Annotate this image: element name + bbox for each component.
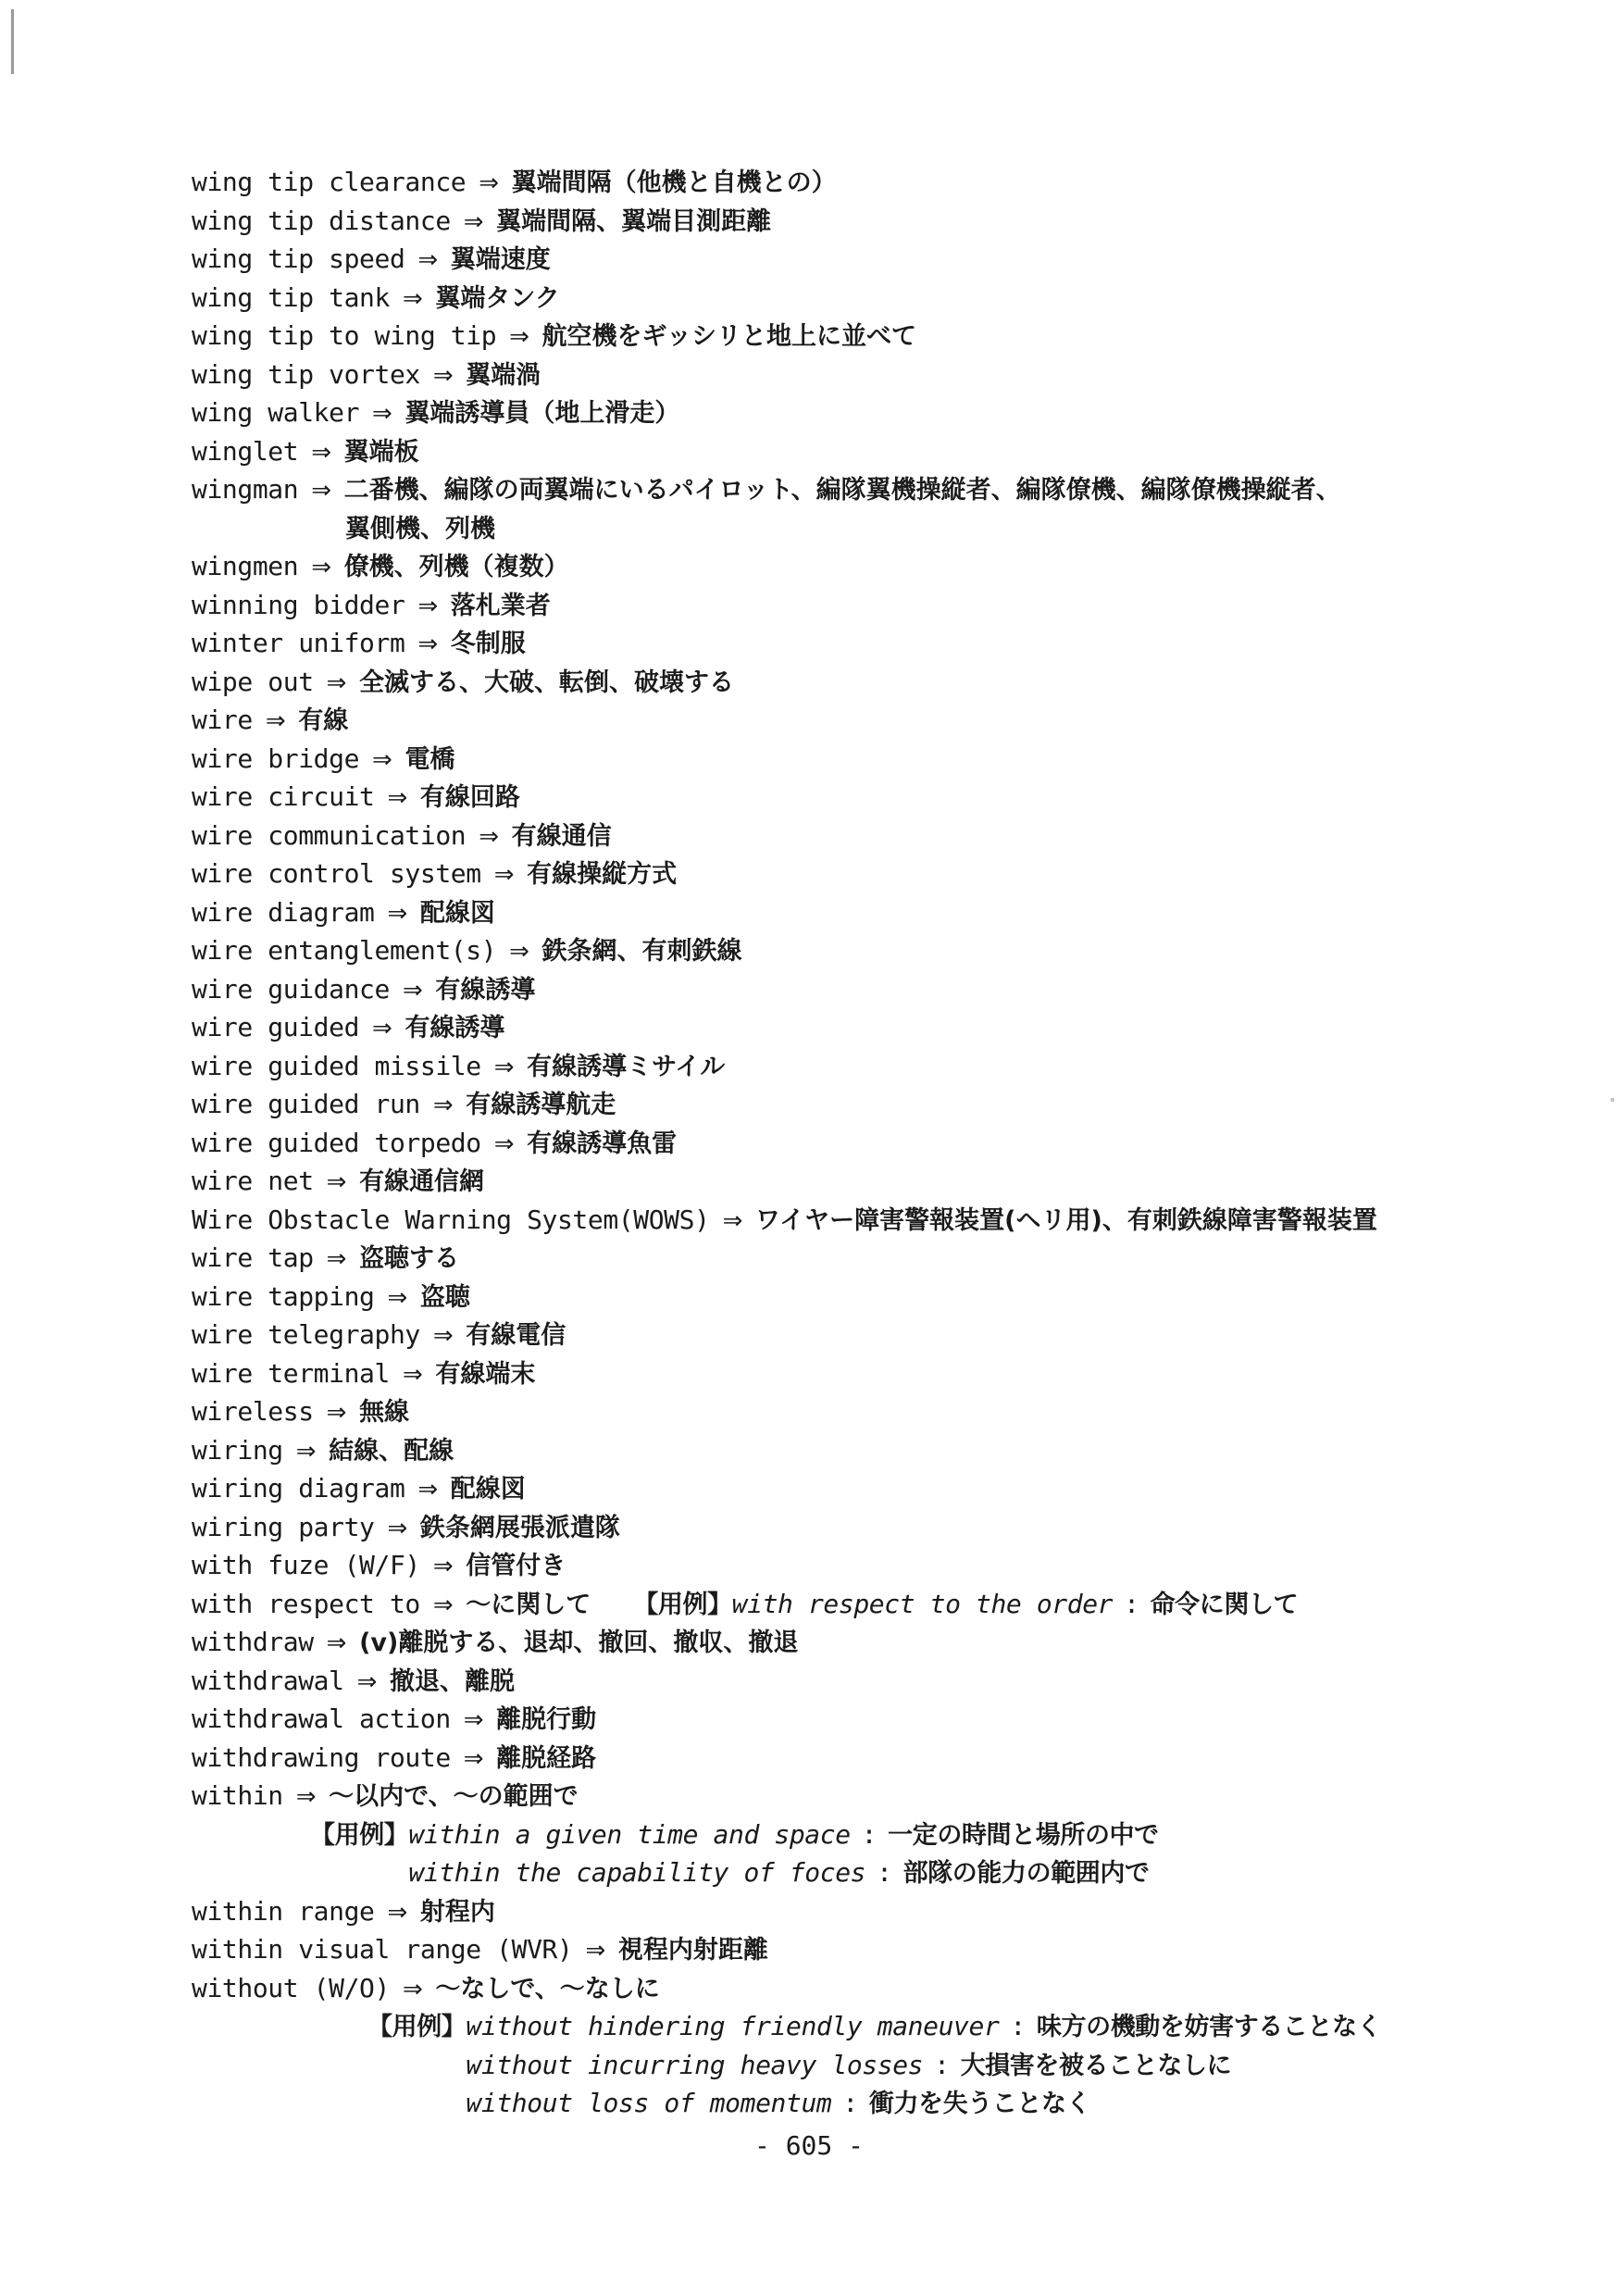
example-english: without hindering friendly maneuver bbox=[466, 2011, 1000, 2041]
entry-translation-continued: 翼側機、列機 bbox=[345, 514, 495, 543]
glossary-entry bbox=[192, 1969, 1525, 2008]
entry-term: wingmen bbox=[192, 551, 299, 581]
glossary-entry bbox=[192, 1392, 1525, 1431]
entry-term: wiring diagram bbox=[192, 1473, 405, 1504]
entry-translation: 配線図 bbox=[419, 898, 495, 928]
glossary-entry bbox=[192, 1585, 1525, 1624]
entry-continuation bbox=[192, 509, 1525, 548]
example-separator: : bbox=[934, 2049, 950, 2080]
arrow-icon: ⇒ bbox=[585, 1937, 605, 1965]
entry-translation: ～に関して bbox=[466, 1590, 591, 1619]
entry-translation: 盗聴する bbox=[359, 1244, 460, 1273]
arrow-icon: ⇒ bbox=[417, 630, 438, 658]
entry-translation: 航空機をギッシリと地上に並べて bbox=[541, 322, 917, 351]
entry-translation: 翼端速度 bbox=[450, 245, 551, 274]
entry-translation: ワイヤー障害警報装置(ヘリ用)、有刺鉄線障害警報装置 bbox=[754, 1205, 1377, 1235]
glossary-entry bbox=[192, 279, 1525, 318]
arrow-icon: ⇒ bbox=[387, 1283, 407, 1312]
arrow-icon: ⇒ bbox=[387, 784, 407, 812]
glossary-entry bbox=[192, 1008, 1525, 1047]
entry-translation: 視程内射距離 bbox=[617, 1936, 768, 1965]
example-japanese: 部隊の能力の範囲内で bbox=[902, 1859, 1150, 1888]
entry-translation: (v)離脱する、退却、撤回、撤収、撤退 bbox=[359, 1628, 799, 1657]
arrow-icon: ⇒ bbox=[509, 938, 529, 966]
arrow-icon: ⇒ bbox=[722, 1206, 742, 1235]
glossary-entry bbox=[192, 1278, 1525, 1316]
glossary-entry bbox=[192, 240, 1525, 279]
entry-translation: 有線誘導 bbox=[404, 1014, 505, 1042]
arrow-icon: ⇒ bbox=[509, 323, 529, 351]
glossary-entry bbox=[192, 586, 1525, 625]
entry-term: wing tip tank bbox=[192, 281, 390, 313]
entry-translation: 有線通信網 bbox=[359, 1167, 485, 1196]
entry-term: wiring bbox=[192, 1434, 283, 1466]
entry-term: Wire Obstacle Warning System(WOWS) bbox=[192, 1204, 710, 1235]
arrow-icon: ⇒ bbox=[479, 169, 499, 197]
entry-term: winning bidder bbox=[192, 589, 405, 620]
entry-term: with fuze (W/F) bbox=[192, 1550, 420, 1580]
arrow-icon: ⇒ bbox=[493, 861, 515, 889]
entry-translation: 離脱経路 bbox=[496, 1743, 597, 1773]
arrow-icon: ⇒ bbox=[463, 1744, 484, 1773]
entry-translation: 落札業者 bbox=[450, 591, 551, 620]
arrow-icon: ⇒ bbox=[432, 1591, 454, 1619]
arrow-icon: ⇒ bbox=[417, 1476, 438, 1504]
entry-term: wing tip speed bbox=[192, 243, 405, 274]
glossary-entry bbox=[192, 547, 1525, 586]
entry-translation: 有線電信 bbox=[466, 1321, 566, 1350]
entry-term: withdraw bbox=[192, 1627, 314, 1657]
entry-term: wire tapping bbox=[192, 1280, 375, 1312]
example-english: within a given time and space bbox=[408, 1818, 851, 1850]
entry-term: within bbox=[192, 1780, 283, 1811]
glossary-entry bbox=[192, 663, 1525, 702]
arrow-icon: ⇒ bbox=[387, 899, 407, 928]
entry-translation: 有線誘導 bbox=[435, 975, 536, 1004]
arrow-icon: ⇒ bbox=[402, 1975, 423, 2003]
arrow-icon: ⇒ bbox=[265, 707, 286, 735]
example-row bbox=[192, 2007, 1525, 2046]
entry-translation: ～以内で、～の範囲で bbox=[329, 1782, 579, 1811]
entry-term: wire guided missile bbox=[192, 1050, 481, 1081]
arrow-icon: ⇒ bbox=[372, 745, 392, 774]
entry-term: withdrawal bbox=[192, 1665, 344, 1696]
entry-term: wire diagram bbox=[192, 896, 375, 928]
arrow-icon: ⇒ bbox=[295, 1783, 317, 1811]
example-separator: : bbox=[842, 2088, 858, 2118]
entry-term: wire tap bbox=[192, 1242, 314, 1273]
entry-term: wire guidance bbox=[192, 973, 390, 1004]
entry-translation: 鉄条網、有刺鉄線 bbox=[541, 937, 742, 966]
entry-translation: 電橋 bbox=[404, 744, 455, 774]
entry-term: wire bridge bbox=[192, 742, 360, 774]
glossary-entry bbox=[192, 1239, 1525, 1278]
arrow-icon: ⇒ bbox=[372, 1015, 392, 1042]
glossary-entry bbox=[192, 1508, 1525, 1547]
entry-term: wing tip vortex bbox=[192, 358, 420, 390]
example-row bbox=[192, 1853, 1525, 1892]
arrow-icon: ⇒ bbox=[387, 1514, 407, 1542]
arrow-icon: ⇒ bbox=[463, 207, 484, 236]
entry-translation: 冬制服 bbox=[450, 630, 526, 658]
arrow-icon: ⇒ bbox=[432, 1092, 454, 1119]
entry-term: wing tip to wing tip bbox=[192, 320, 497, 351]
entry-translation: 離脱行動 bbox=[496, 1705, 597, 1734]
entry-term: wire bbox=[192, 705, 253, 735]
entry-term: wing walker bbox=[192, 397, 360, 428]
entry-translation: 無線 bbox=[359, 1398, 410, 1427]
glossary-entry bbox=[192, 931, 1525, 970]
entry-term: with respect to bbox=[192, 1588, 420, 1619]
arrow-icon: ⇒ bbox=[432, 1553, 454, 1580]
example-japanese: 命令に関して bbox=[1150, 1590, 1299, 1619]
entry-term: wire guided torpedo bbox=[192, 1127, 481, 1158]
example-japanese: 大損害を被ることなしに bbox=[960, 2051, 1232, 2080]
arrow-icon: ⇒ bbox=[402, 1360, 423, 1389]
glossary-entry bbox=[192, 1662, 1525, 1701]
glossary-entry bbox=[192, 163, 1525, 202]
example-separator: : bbox=[861, 1818, 877, 1850]
glossary-entry bbox=[192, 1739, 1525, 1778]
entry-translation: 二番機、編隊の両翼端にいるパイロット、編隊翼機操縦者、編隊僚機、編隊僚機操縦者、 bbox=[343, 476, 1341, 505]
entry-term: wipe out bbox=[192, 666, 314, 697]
example-label: 【用例】 bbox=[633, 1590, 732, 1619]
example-label: 【用例】 bbox=[310, 1820, 409, 1850]
entry-translation: 翼端誘導員（地上滑走） bbox=[404, 399, 680, 428]
example-row bbox=[192, 2084, 1525, 2123]
glossary-entry bbox=[192, 470, 1525, 509]
arrow-icon: ⇒ bbox=[326, 1245, 347, 1273]
entry-translation: 鉄条網展張派遣隊 bbox=[419, 1513, 620, 1542]
entry-term: wire entanglement(s) bbox=[192, 935, 497, 966]
entry-translation: 翼端間隔（他機と自機との） bbox=[511, 168, 837, 197]
example-japanese: 衝力を失うことなく bbox=[868, 2090, 1091, 2118]
example-row bbox=[192, 1816, 1525, 1854]
entry-translation: 全滅する、大破、転倒、破壊する bbox=[359, 668, 735, 697]
arrow-icon: ⇒ bbox=[402, 284, 423, 313]
arrow-icon: ⇒ bbox=[432, 1322, 454, 1350]
arrow-icon: ⇒ bbox=[417, 246, 438, 274]
glossary-entry bbox=[192, 970, 1525, 1009]
example-english: within the capability of foces bbox=[408, 1857, 866, 1888]
entry-translation: 結線、配線 bbox=[329, 1436, 454, 1466]
entry-translation: 有線 bbox=[298, 706, 349, 735]
glossary-entry bbox=[192, 317, 1525, 356]
entry-translation: 有線誘導魚雷 bbox=[527, 1129, 678, 1158]
entry-translation: 有線通信 bbox=[511, 821, 612, 851]
glossary-entry bbox=[192, 701, 1525, 740]
example-row bbox=[192, 2046, 1525, 2085]
entry-translation: 翼端板 bbox=[343, 437, 419, 467]
glossary-entry bbox=[192, 432, 1525, 471]
entry-term: wire terminal bbox=[192, 1357, 390, 1389]
glossary-entry bbox=[192, 624, 1525, 663]
arrow-icon: ⇒ bbox=[311, 438, 331, 467]
glossary-entry bbox=[192, 1162, 1525, 1201]
example-label: 【用例】 bbox=[367, 2013, 467, 2041]
example-separator: : bbox=[877, 1857, 892, 1888]
arrow-icon: ⇒ bbox=[311, 554, 331, 581]
glossary-entry bbox=[192, 1700, 1525, 1739]
arrow-icon: ⇒ bbox=[387, 1898, 407, 1927]
glossary-entry bbox=[192, 1892, 1525, 1931]
glossary-entry bbox=[192, 393, 1525, 432]
arrow-icon: ⇒ bbox=[417, 592, 438, 620]
entry-translation: ～なしで、～なしに bbox=[435, 1974, 660, 2003]
glossary-entry bbox=[192, 356, 1525, 394]
glossary-entry bbox=[192, 740, 1525, 779]
glossary-entries bbox=[192, 163, 1525, 2123]
glossary-entry bbox=[192, 1085, 1525, 1124]
scan-speck bbox=[1611, 1098, 1614, 1102]
entry-term: wing tip distance bbox=[192, 205, 451, 236]
glossary-entry bbox=[192, 1047, 1525, 1086]
arrow-icon: ⇒ bbox=[326, 1399, 347, 1427]
glossary-entry bbox=[192, 1201, 1525, 1240]
example-separator: : bbox=[1010, 2011, 1026, 2041]
entry-translation: 有線端末 bbox=[435, 1359, 536, 1389]
glossary-entry bbox=[192, 1431, 1525, 1470]
page-number: - 605 - bbox=[753, 2130, 864, 2161]
entry-term: withdrawing route bbox=[192, 1741, 451, 1773]
example-separator: : bbox=[1124, 1588, 1139, 1619]
glossary-entry bbox=[192, 778, 1525, 817]
arrow-icon: ⇒ bbox=[479, 822, 499, 851]
glossary-entry bbox=[192, 855, 1525, 893]
entry-translation: 僚機、列機（複数） bbox=[343, 553, 569, 581]
entry-translation: 射程内 bbox=[419, 1897, 495, 1927]
entry-term: wiring party bbox=[192, 1511, 375, 1542]
entry-translation: 有線操縦方式 bbox=[527, 860, 678, 889]
entry-translation: 撤退、離脱 bbox=[389, 1666, 515, 1696]
entry-term: wire net bbox=[192, 1166, 314, 1196]
entry-translation: 有線誘導ミサイル bbox=[527, 1052, 726, 1081]
arrow-icon: ⇒ bbox=[326, 668, 347, 697]
arrow-icon: ⇒ bbox=[493, 1129, 515, 1158]
glossary-entry bbox=[192, 817, 1525, 855]
example-english: with respect to the order bbox=[731, 1588, 1114, 1619]
glossary-entry bbox=[192, 1316, 1525, 1354]
entry-translation: 盗聴 bbox=[419, 1282, 470, 1312]
example-japanese: 味方の機動を妨害することなく bbox=[1036, 2013, 1382, 2041]
arrow-icon: ⇒ bbox=[493, 1053, 515, 1081]
glossary-entry bbox=[192, 1777, 1525, 1816]
entry-translation: 信管付き bbox=[466, 1552, 566, 1580]
example-japanese: 一定の時間と場所の中で bbox=[888, 1820, 1159, 1850]
entry-term: wingman bbox=[192, 474, 299, 505]
entry-term: wire guided bbox=[192, 1012, 360, 1042]
entry-term: wing tip clearance bbox=[192, 167, 467, 197]
arrow-icon: ⇒ bbox=[463, 1706, 484, 1734]
inline-example bbox=[633, 1589, 1298, 1619]
entry-translation: 有線誘導航走 bbox=[466, 1091, 616, 1119]
glossary-entry bbox=[192, 1623, 1525, 1662]
entry-term: within range bbox=[192, 1895, 375, 1927]
arrow-icon: ⇒ bbox=[432, 361, 454, 390]
example-english: without incurring heavy losses bbox=[466, 2049, 924, 2080]
glossary-entry bbox=[192, 1469, 1525, 1508]
entry-translation: 翼端タンク bbox=[435, 283, 560, 313]
glossary-entry bbox=[192, 1546, 1525, 1585]
entry-term: wireless bbox=[192, 1396, 314, 1427]
entry-term: wire communication bbox=[192, 819, 467, 851]
arrow-icon: ⇒ bbox=[372, 400, 392, 428]
arrow-icon: ⇒ bbox=[326, 1629, 347, 1657]
entry-term: winter uniform bbox=[192, 628, 405, 658]
glossary-entry bbox=[192, 1354, 1525, 1393]
entry-translation: 有線回路 bbox=[419, 783, 520, 812]
entry-term: without (W/O) bbox=[192, 1972, 390, 2003]
entry-translation: 翼端渦 bbox=[466, 360, 541, 390]
entry-translation: 配線図 bbox=[450, 1475, 526, 1504]
entry-term: wire telegraphy bbox=[192, 1319, 420, 1350]
entry-translation: 翼端間隔、翼端目測距離 bbox=[496, 206, 772, 236]
arrow-icon: ⇒ bbox=[295, 1437, 317, 1466]
entry-term: within visual range (WVR) bbox=[192, 1934, 573, 1965]
entry-term: wire circuit bbox=[192, 781, 375, 812]
glossary-entry bbox=[192, 893, 1525, 932]
arrow-icon: ⇒ bbox=[356, 1667, 377, 1696]
glossary-entry bbox=[192, 202, 1525, 241]
example-english: without loss of momentum bbox=[466, 2088, 832, 2118]
scan-edge-mark bbox=[11, 9, 14, 74]
entry-term: wire control system bbox=[192, 858, 481, 889]
entry-term: withdrawal action bbox=[192, 1703, 451, 1734]
glossary-entry bbox=[192, 1930, 1525, 1969]
glossary-entry bbox=[192, 1124, 1525, 1163]
arrow-icon: ⇒ bbox=[311, 477, 331, 505]
entry-term: wire guided run bbox=[192, 1089, 420, 1119]
arrow-icon: ⇒ bbox=[402, 976, 423, 1004]
arrow-icon: ⇒ bbox=[326, 1168, 347, 1196]
entry-term: winglet bbox=[192, 435, 299, 467]
